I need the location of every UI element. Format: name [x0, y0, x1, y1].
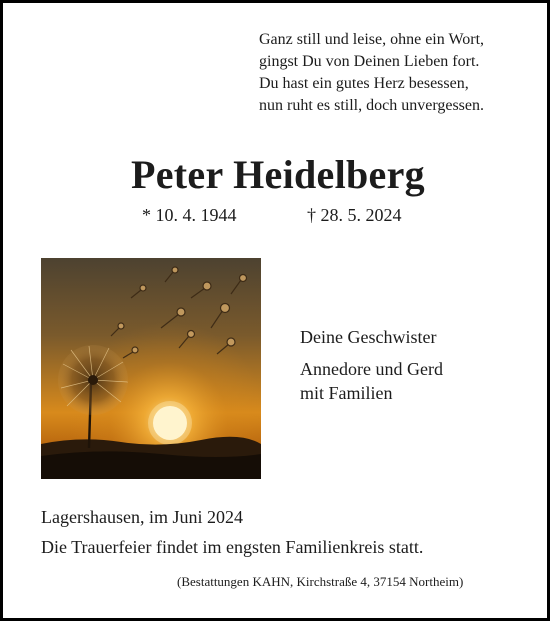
- mourner-line: Deine Geschwister: [300, 327, 437, 347]
- poem-line: Ganz still und leise, ohne ein Wort,: [259, 31, 485, 48]
- funeral-notice: Die Trauerfeier findet im engsten Familienkreis statt.: [41, 537, 424, 557]
- poem-line: Du hast ein gutes Herz besessen,: [259, 75, 469, 92]
- mourners-family: [300, 357, 443, 405]
- place-date: Lagershausen, im Juni 2024: [41, 507, 243, 527]
- birth-date: * 10. 4. 1944: [142, 205, 237, 225]
- undertaker-info: (Bestattungen KAHN, Kirchstraße 4, 37154 Northeim): [177, 574, 464, 589]
- mourner-line: mit Familien: [300, 383, 393, 403]
- mourner-line: Annedore und Gerd: [300, 359, 443, 379]
- poem-line: gingst Du von Deinen Lieben fort.: [259, 53, 480, 70]
- death-date: † 28. 5. 2024: [307, 205, 402, 225]
- poem: [259, 29, 539, 117]
- deceased-name: Peter Heidelberg: [131, 152, 425, 197]
- poem-line: nun ruht es still, doch unvergessen.: [259, 97, 485, 114]
- mourners-siblings: [300, 325, 436, 349]
- dandelion-sunset-image: [41, 258, 261, 479]
